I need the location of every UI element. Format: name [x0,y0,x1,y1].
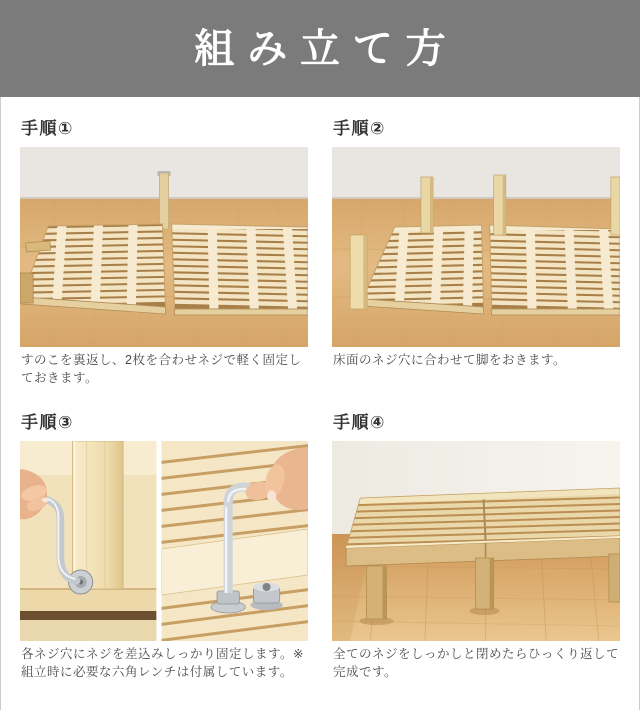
step-4-photo [332,441,620,641]
steps-grid [0,97,640,710]
step-3-caption: 各ネジ穴にネジを差込みしっかり固定します。※組立時に必要な六角レンチは付属しています。 [21,647,304,679]
step-4-photo-illustration [332,441,620,641]
step-1 [20,118,308,390]
step-2-photo [332,147,620,347]
step-2-caption: 床面のネジ穴に合わせて脚をおきます。 [333,353,567,367]
step-1-label: 手順① [21,119,74,138]
step-2-photo-illustration [332,147,620,347]
page-header [0,0,640,97]
step-4 [332,412,620,684]
step-3 [20,412,308,684]
step-4-label: 手順④ [333,413,386,432]
step-3-photo-illustration [20,441,308,641]
step-2 [332,118,620,390]
step-1-caption: すのこを裏返し、2枚を合わせネジで軽く固定しておきます。 [21,353,302,385]
page-title: 組み立て方 [194,26,459,71]
step-2-label: 手順② [333,119,386,138]
step-3-photo [20,441,308,641]
step-4-caption: 全てのネジをしっかしと閉めたらひっくり返して完成です。 [333,647,620,679]
step-1-photo-illustration [20,147,308,347]
step-3-label: 手順③ [21,413,74,432]
step-1-photo [20,147,308,347]
